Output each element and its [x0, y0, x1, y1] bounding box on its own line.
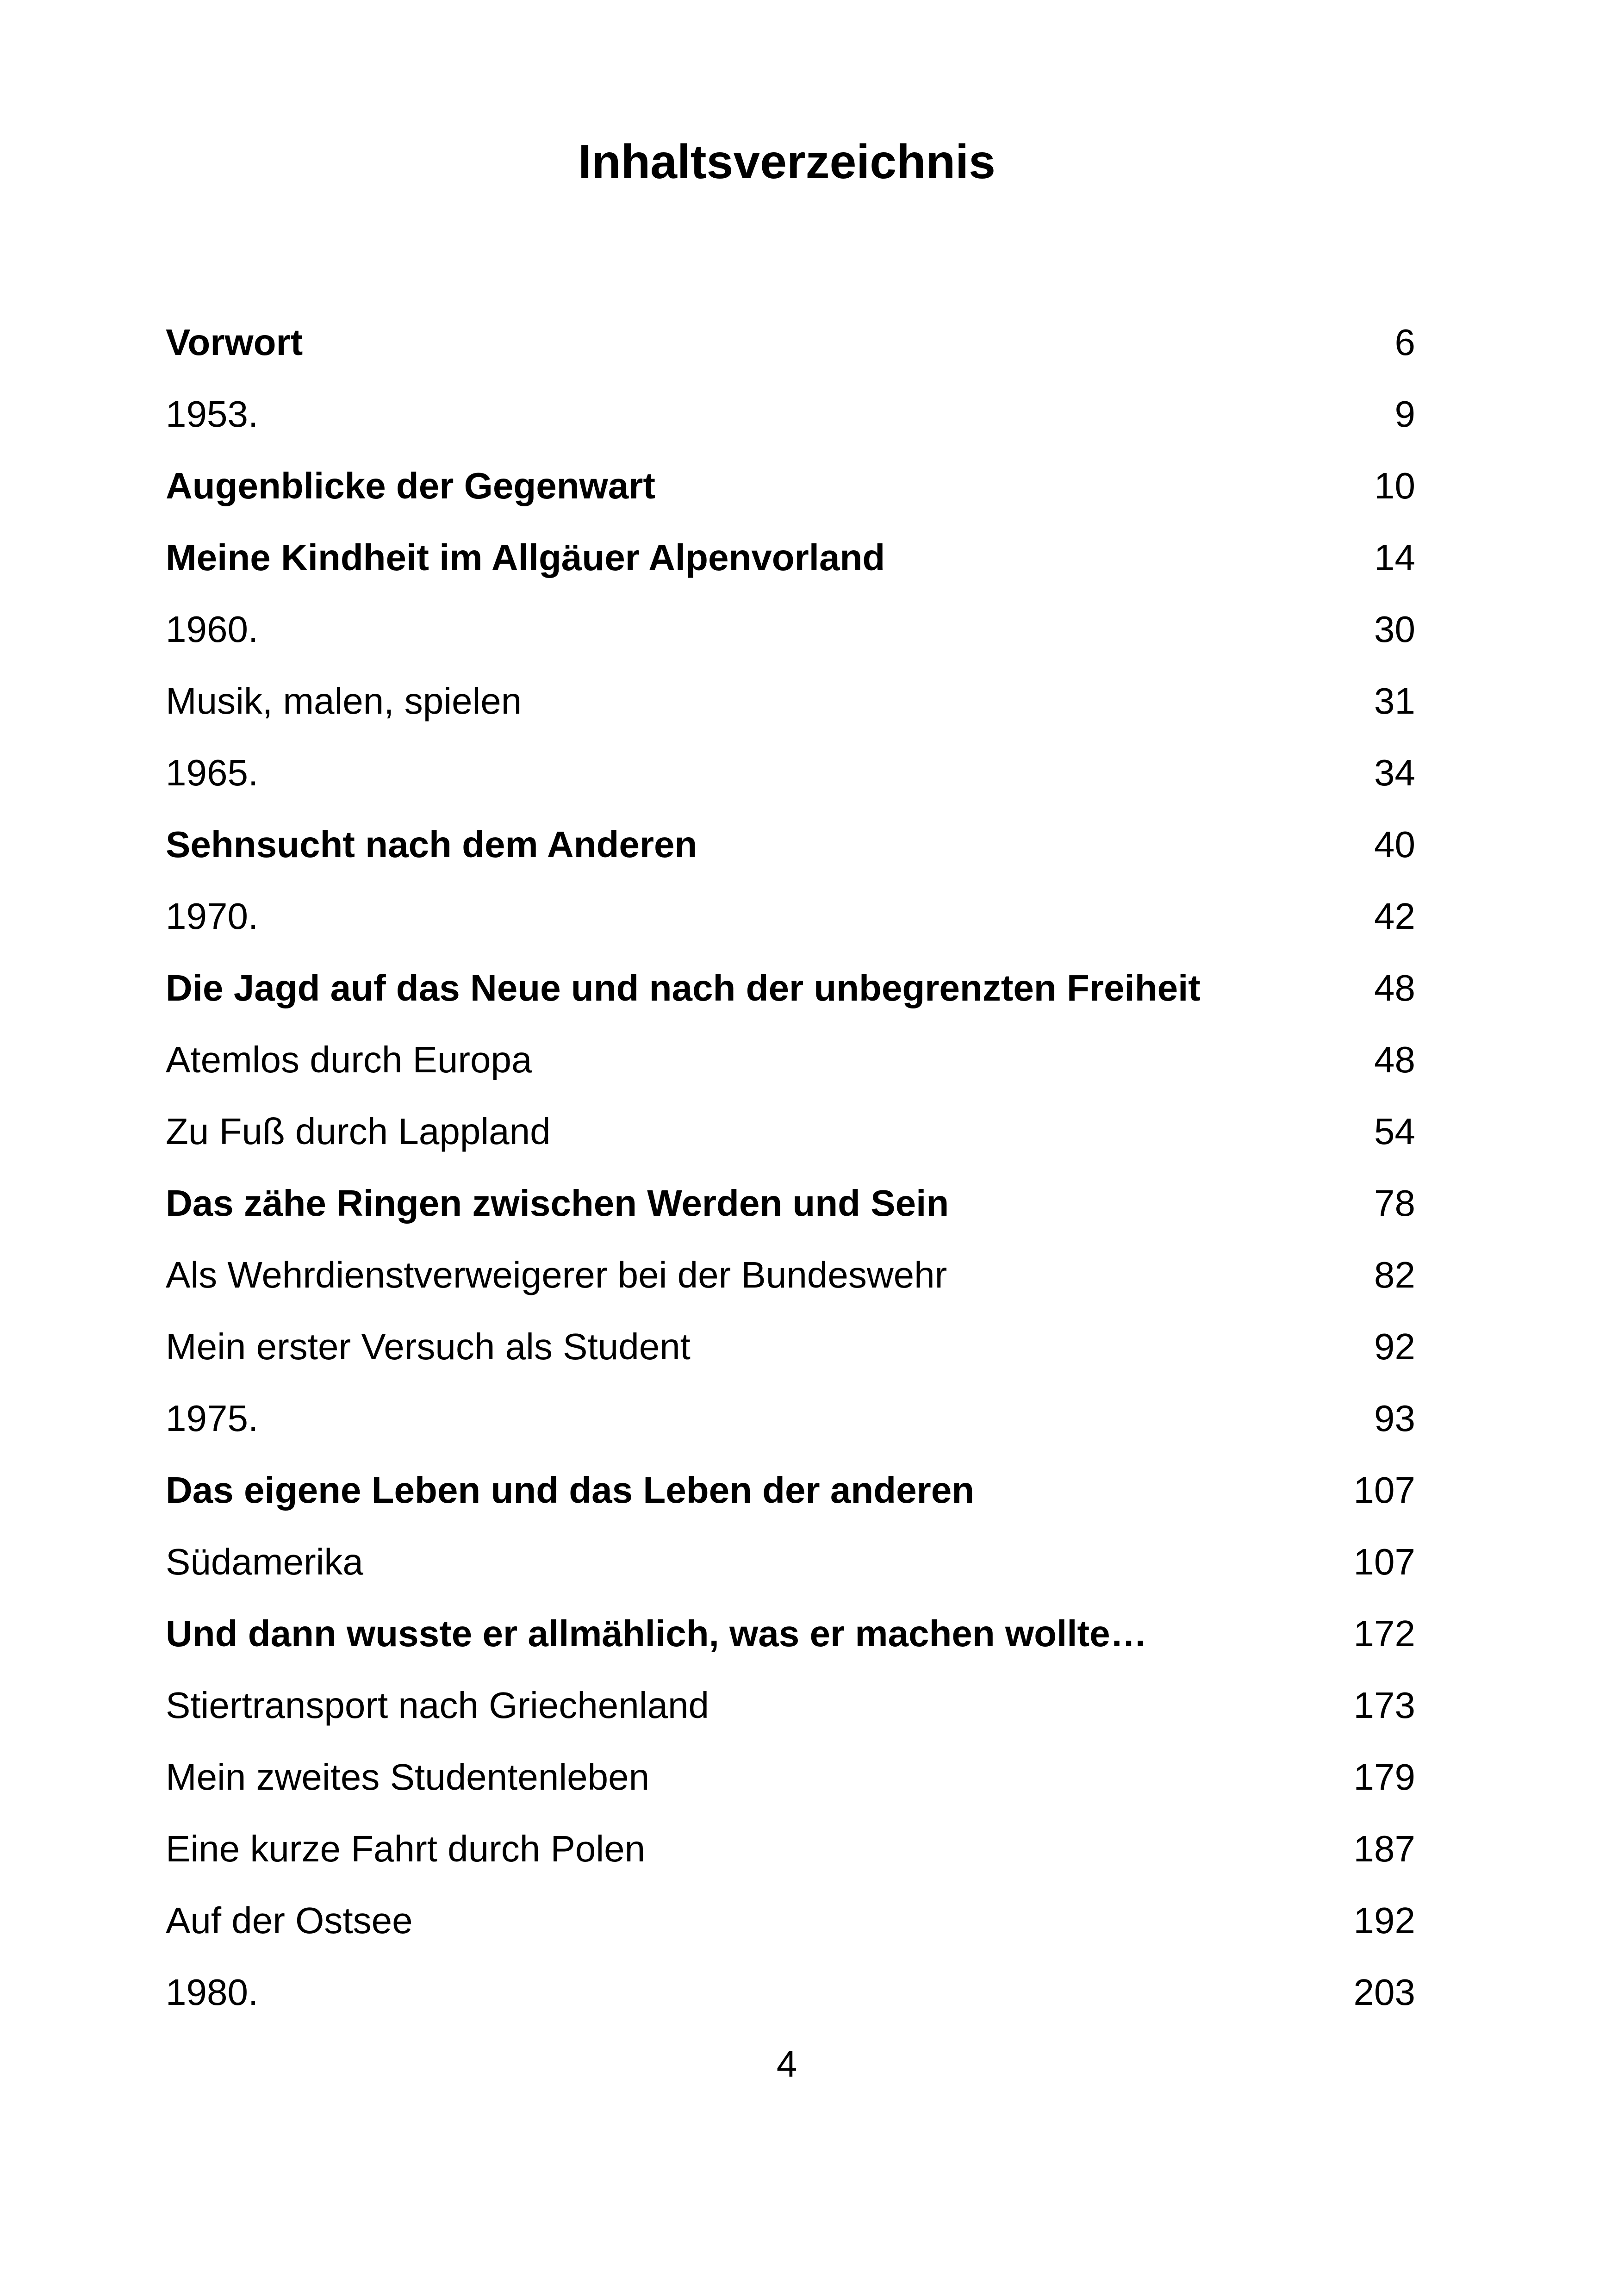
toc-entry-page: 48: [1374, 967, 1415, 1008]
toc-entry-title: Atemlos durch Europa: [166, 1039, 532, 1080]
toc-entry: [166, 1534, 1415, 1606]
toc-entry-title: Meine Kindheit im Allgäuer Alpenvorland: [166, 537, 885, 578]
toc-entry-page: 82: [1374, 1254, 1415, 1295]
toc-entry-page: 107: [1353, 1469, 1415, 1511]
toc-entry-title: 1975.: [166, 1398, 259, 1439]
toc-entry: [166, 1391, 1415, 1462]
toc-entry: [166, 1319, 1415, 1391]
toc-entry-title: Sehnsucht nach dem Anderen: [166, 824, 697, 865]
toc-entry-title: Augenblicke der Gegenwart: [166, 465, 656, 506]
toc-entry: [166, 1032, 1415, 1104]
toc-entry-page: 30: [1374, 609, 1415, 650]
toc-entry-page: 54: [1374, 1111, 1415, 1152]
toc-entry: [166, 1893, 1415, 1965]
toc-entry-page: 40: [1374, 824, 1415, 865]
toc-entry: [166, 386, 1415, 458]
toc-entry-title: Als Wehrdienstverweigerer bei der Bundeswehr: [166, 1254, 947, 1295]
toc-entry: [166, 1247, 1415, 1319]
toc-entry-page: 173: [1353, 1685, 1415, 1726]
toc-entry-title: Das eigene Leben und das Leben der anderen: [166, 1469, 975, 1511]
page-title: Inhaltsverzeichnis: [578, 135, 996, 189]
toc-entry-title: 1965.: [166, 752, 259, 793]
toc-entry-title: Vorwort: [166, 322, 303, 363]
toc-entry: [166, 458, 1415, 530]
toc-entry-page: 42: [1374, 896, 1415, 937]
toc-entry-page: 203: [1353, 1972, 1415, 2013]
toc-entry-title: Musik, malen, spielen: [166, 680, 522, 722]
toc-entry-page: 31: [1374, 680, 1415, 722]
toc-entry-title: 1980.: [166, 1972, 259, 2013]
toc-entry-title: Stiertransport nach Griechenland: [166, 1685, 709, 1726]
toc-entry: [166, 1965, 1415, 2036]
table-of-contents: [166, 315, 1415, 2036]
toc-entry-page: 107: [1353, 1541, 1415, 1582]
toc-entry-page: 9: [1394, 393, 1415, 435]
toc-entry-title: 1970.: [166, 896, 259, 937]
toc-entry-page: 179: [1353, 1756, 1415, 1798]
toc-entry-title: Das zähe Ringen zwischen Werden und Sein: [166, 1182, 949, 1224]
toc-entry-title: Zu Fuß durch Lappland: [166, 1111, 551, 1152]
toc-entry-page: 10: [1374, 465, 1415, 506]
toc-entry-page: 14: [1374, 537, 1415, 578]
toc-entry-page: 48: [1374, 1039, 1415, 1080]
toc-entry-title: Mein zweites Studentenleben: [166, 1756, 650, 1798]
toc-entry: [166, 1462, 1415, 1534]
toc-entry: [166, 1821, 1415, 1893]
toc-entry-page: 78: [1374, 1182, 1415, 1224]
toc-entry-page: 187: [1353, 1828, 1415, 1869]
toc-entry: [166, 602, 1415, 673]
toc-entry: [166, 1176, 1415, 1247]
toc-entry-title: Eine kurze Fahrt durch Polen: [166, 1828, 646, 1869]
toc-entry-page: 92: [1374, 1326, 1415, 1367]
toc-entry-title: 1953.: [166, 393, 259, 435]
toc-entry: [166, 817, 1415, 889]
toc-entry: [166, 1104, 1415, 1176]
toc-entry: [166, 673, 1415, 745]
toc-entry: [166, 1606, 1415, 1678]
toc-entry-page: 192: [1353, 1900, 1415, 1941]
toc-entry: [166, 960, 1415, 1032]
page-number: 4: [776, 2043, 797, 2084]
toc-entry: [166, 315, 1415, 386]
toc-entry: [166, 745, 1415, 817]
toc-entry-title: Und dann wusste er allmählich, was er machen wollte…: [166, 1613, 1147, 1654]
toc-entry-title: Die Jagd auf das Neue und nach der unbegrenzten Freiheit: [166, 967, 1201, 1008]
toc-entry-page: 6: [1394, 322, 1415, 363]
toc-entry-title: Auf der Ostsee: [166, 1900, 413, 1941]
toc-entry-page: 34: [1374, 752, 1415, 793]
toc-entry-page: 93: [1374, 1398, 1415, 1439]
toc-entry: [166, 889, 1415, 960]
toc-entry: [166, 1678, 1415, 1749]
toc-entry: [166, 530, 1415, 602]
toc-entry: [166, 1749, 1415, 1821]
toc-entry-page: 172: [1353, 1613, 1415, 1654]
toc-entry-title: Mein erster Versuch als Student: [166, 1326, 691, 1367]
toc-entry-title: Südamerika: [166, 1541, 363, 1582]
toc-entry-title: 1960.: [166, 609, 259, 650]
